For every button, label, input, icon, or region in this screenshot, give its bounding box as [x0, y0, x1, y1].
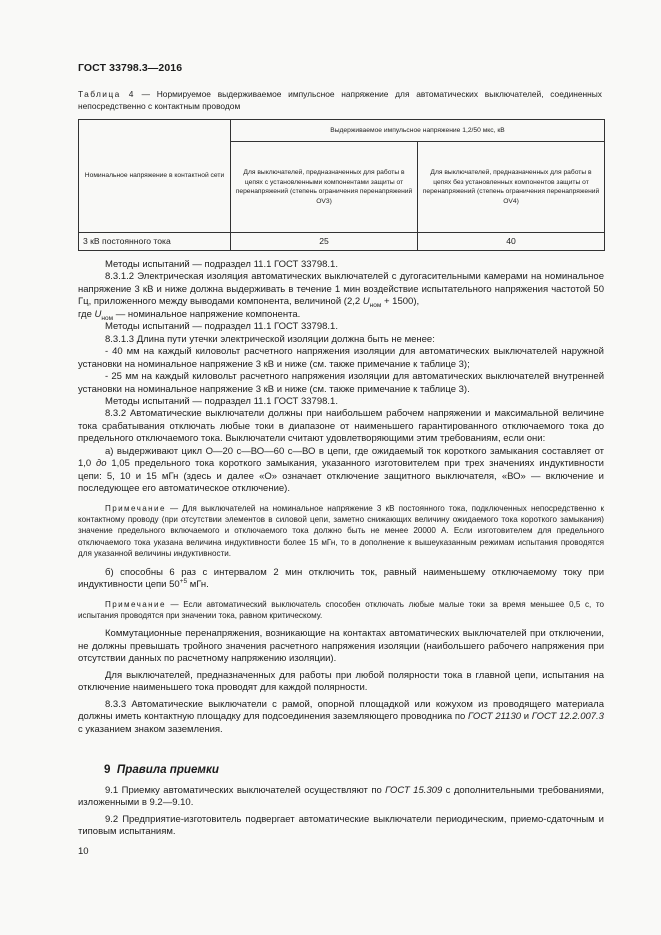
row-value-ov4: 40 [418, 233, 605, 251]
paragraph-9-1: 9.1 Приемку автоматических выключателей осуществляют по ГОСТ 15.309 с дополнительными требованиями, изложенными в 9.2—9.10. [78, 785, 604, 809]
table-caption-text: — Нормируемое выдерживаемое импульсное напряжение для автоматических выключателей, соединенных непосредственно с контактным проводом [78, 89, 602, 111]
body-text [78, 259, 604, 736]
paragraph: Методы испытаний — подраздел 11.1 ГОСТ 33798.1. [105, 321, 338, 333]
header-rated-voltage: Номинальное напряжение в контактной сети [79, 120, 231, 233]
paragraph: Для выключателей, предназначенных для работы при любой полярности тока в главной цепи, испытания на отключение наименьшего тока проводят для каждой полярности. [78, 669, 604, 694]
table-4 [78, 119, 605, 251]
paragraph-8-3-1-2: 8.3.1.2 Электрическая изоляция автоматических выключателей с дугогасительными камерами на номинальное напряжение 3 кВ и ниже должна выдерживать в течение 1 мин воздействие испытательного напряжения частотой 50 Гц, приложенного между выводами компонента, величиной (2,2 $U_{ном} + 1500$), [78, 271, 604, 310]
header-ov3: Для выключателей, предназначенных для работы в цепях с установленными компонентами защиты от перенапряжений (степень ограничения перенапряжений OV3) [231, 142, 418, 233]
row-label: 3 кВ постоянного тока [79, 233, 231, 251]
paragraph: Методы испытаний — подраздел 11.1 ГОСТ 33798.1. [105, 395, 338, 407]
header-withstand-voltage: Выдерживаемое импульсное напряжение 1,2/50 мкс, кВ [231, 120, 605, 142]
note-1: Примечание — Для выключателей на номинальное напряжение 3 кВ постоянного тока, подключенных непосредственно к контактному проводу (при отсутствии элементов в силовой цепи, заметно снижающих величину ожидаемого тока короткого замыкания) значение предельного включаемого и отключаемого тока должно быть не менее 20000 А. Если изготовителем для предельного отключаемого тока указана величина индуктивности более 15 мГн, то в дополнение к вышеуказанным режимам испытания проводятся для указанной величины индуктивности. [78, 503, 604, 559]
row-value-ov3: 25 [231, 233, 418, 251]
note-2: Примечание — Если автоматический выключатель способен отключать любые малые токи за время меньшее 0,5 с, то испытания проводятся при значении тока, равном критическому. [78, 599, 604, 620]
list-item: - 40 мм на каждый киловольт расчетного напряжения изоляции для автоматических выключателей наружной установки на номинальное напряжение 3 кВ и ниже (см. также примечание к таблице 3); [78, 346, 604, 370]
list-item-a: а) выдерживают цикл О—20 с—ВО—60 с—ВО в цепи, где ожидаемый ток короткого замыкания составляет от 1,0 до 1,05 предельного тока короткого замыкания, указанного изготовителем при трех значениях индуктивности цепи: 5, 10 и 15 мГн (здесь и далее «О» означает отключение защитного выключателя, «ВО» — включение и последующее его автоматическое отключение). [78, 445, 604, 495]
standard-header: ГОСТ 33798.3—2016 [78, 62, 183, 74]
header-ov4: Для выключателей, предназначенных для работы в цепях без установленных компонентов защиты от перенапряжений (степень ограничения перенапряжений OV4) [418, 142, 605, 233]
section-heading: 9 Правила приемки [104, 763, 219, 776]
paragraph-8-3-2: 8.3.2 Автоматические выключатели должны при наибольшем рабочем напряжении и максимальной величине тока срабатывания отключать любые токи в диапазоне от наименьшего гарантированного отключаемого тока до предельного отключаемого тока. Выключатели считают удовлетворяющими этим требованиям, если они: [78, 408, 604, 445]
table-row [79, 233, 605, 251]
table-caption [78, 89, 602, 112]
list-item-b: б) способны 6 раз с интервалом 2 мин отключить ток, равный наименьшему отключаемому току при индуктивности цепи $50^{+5}$ мГн. [78, 566, 604, 591]
paragraph-where: где $U_{ном}$ — номинальное напряжение компонента. [78, 308, 301, 322]
paragraph: Методы испытаний — подраздел 11.1 ГОСТ 33798.1. [105, 259, 338, 270]
page-number: 10 [78, 846, 89, 857]
paragraph-9-2: 9.2 Предприятие-изготовитель подвергает автоматические выключатели периодическим, приемо-сдаточным и типовым испытаниям. [78, 813, 604, 838]
table-caption-label: Таблица 4 [78, 89, 135, 99]
section-9-text [78, 785, 604, 839]
paragraph-8-3-1-3: 8.3.1.3 Длина пути утечки электрической изоляции должна быть не менее: [105, 333, 435, 345]
paragraph: Коммутационные перенапряжения, возникающие на контактах автоматических выключателей при отключении, не должны превышать тройного значения расчетного напряжения изоляции (наибольшего рабочего напряжения при отсутствии данных по расчетному напряжению изоляции). [78, 628, 604, 665]
list-item: - 25 мм на каждый киловольт расчетного напряжения изоляции для автоматических выключателей внутренней установки на номинальное напряжение 3 кВ и ниже (см. также примечание к таблице 3). [78, 371, 604, 395]
paragraph-8-3-3: 8.3.3 Автоматические выключатели с рамой, опорной площадкой или кожухом из проводящего материала должны иметь контактную площадку для подсоединения заземляющего проводника по ГОСТ 21130 и ГОСТ 12.2.007.3 с указанием знаком заземления. [78, 698, 604, 735]
